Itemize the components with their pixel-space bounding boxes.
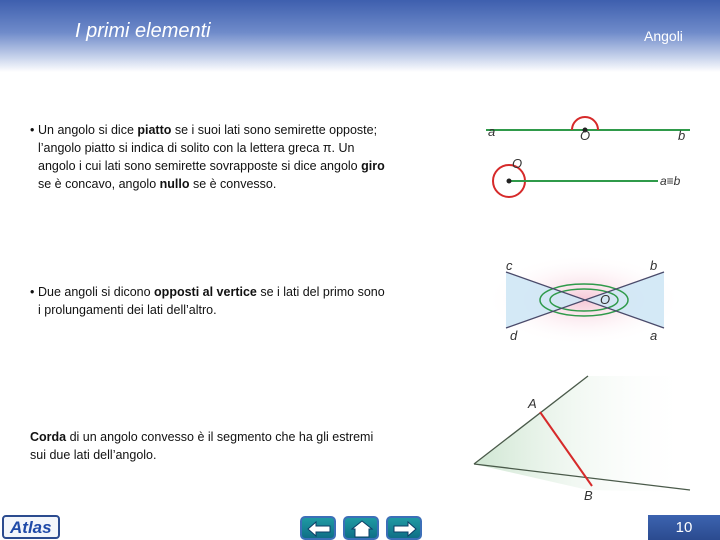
label-ab: a≡b [660,174,681,188]
label-b: b [678,128,686,143]
chord-figure [470,372,710,508]
text-line: • Due angoli si dicono opposti al vertice se i lati del primo sono [30,285,385,299]
text-line: angolo i cui lati sono semirette sovrapposte si dice angolo giro [38,159,385,173]
label-c: c [506,258,513,273]
next-button[interactable] [386,516,422,540]
text-line: sui due lati dell’angolo. [30,448,157,462]
text-line: i prolungamenti dei lati dell’altro. [38,303,217,317]
bullet: • [30,123,35,137]
section-title: Angoli [644,28,683,44]
header-banner [0,0,720,72]
text-line: se è concavo, angolo nullo se è convesso. [38,177,277,191]
label-b: b [650,258,658,273]
straight-angle-figure [480,108,700,148]
home-icon [349,520,375,538]
vertical-angles-figure [486,252,686,348]
bullet: • [30,285,35,299]
atlas-logo [2,515,60,539]
paragraph-vertical-angles [30,283,423,319]
text-line: l’angolo piatto si indica di solito con la lettera greca π. Un [38,141,355,155]
label-o: O [600,292,611,307]
paragraph-chord [30,428,423,464]
logo-text: Atlas [10,518,52,537]
text-line: • Un angolo si dice piatto se i suoi lati sono semirette opposte; [30,123,378,137]
label-a: a [650,328,658,343]
label-o: O [580,128,591,143]
text-line: Corda di un angolo convesso è il segmento che ha gli estremi [30,430,374,444]
label-a: a [488,124,496,139]
previous-button[interactable] [300,516,336,540]
label-B: B [584,488,593,503]
arrow-right-icon [392,520,418,538]
paragraph-straight-angle [30,121,423,193]
label-d: d [510,328,518,343]
label-o: O [512,156,523,171]
arrow-left-icon [306,520,332,538]
label-A: A [528,396,537,411]
page-number: 10 [648,515,720,540]
home-button[interactable] [343,516,379,540]
page-title: I primi elementi [75,20,211,42]
full-angle-figure [490,152,700,202]
